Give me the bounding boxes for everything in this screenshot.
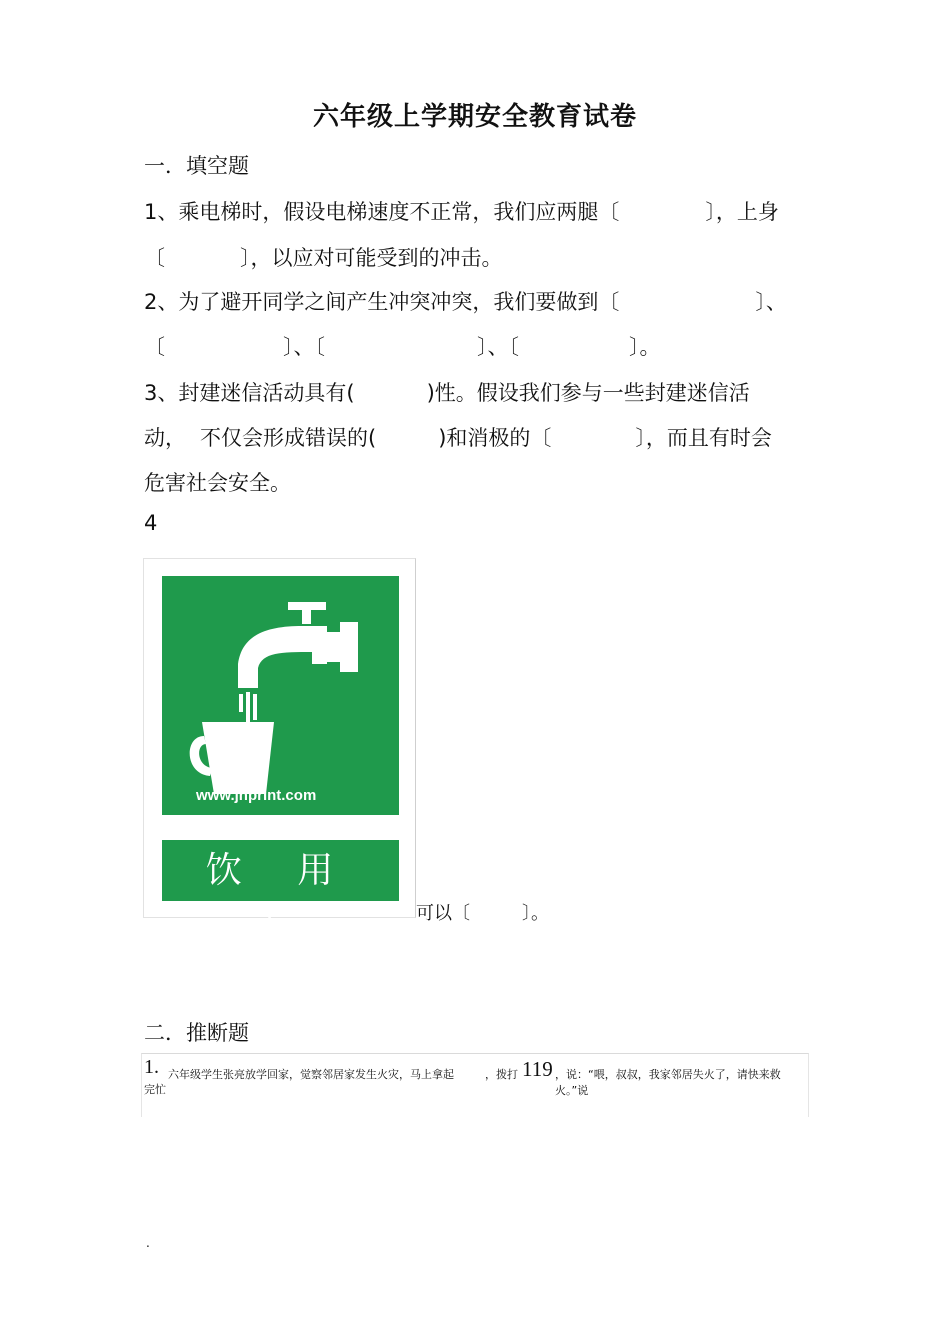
q3-text-a: 3、封建迷信活动具有( <box>144 381 355 405</box>
page-title: 六年级上学期安全教育试卷 <box>312 102 637 132</box>
q2-text-f: 〕。 <box>629 335 661 359</box>
footer-mark: . <box>146 1236 150 1250</box>
q2-text-c: 〔 <box>144 335 165 359</box>
section-heading-judgement: 二．推断题 <box>144 1021 249 1045</box>
jq1-text-b: ，拨打 <box>485 1068 518 1081</box>
jq1-text-a: 六年级学生张亮放学回家，觉察邻居家发生火灾，马上拿起 <box>168 1068 454 1081</box>
question-3-line-2 <box>144 422 772 452</box>
q3-text-d: 不仅会形成错误的( <box>200 426 377 450</box>
judgement-question-1 <box>141 1053 809 1117</box>
q3-text-e: )和消极的〔 <box>438 426 552 450</box>
q1-text-c: 〔 <box>144 246 165 270</box>
q3-text-f: 〕，而且有时会 <box>635 426 772 450</box>
sign-pictogram-panel <box>162 576 399 815</box>
sign-watermark: www.jnprint.com <box>196 787 317 804</box>
question-4-number: 4 <box>144 511 158 535</box>
jq1-text-d: 完忙 <box>144 1083 166 1096</box>
q2-text-d: 〕、〔 <box>283 335 325 359</box>
q1-text-b: 〕，上身 <box>705 200 779 224</box>
question-4-tail <box>416 899 549 925</box>
jq1-number: 1. <box>144 1056 159 1078</box>
q3-text-b: )性。假设我们参与一些封建迷信活 <box>426 381 750 405</box>
q1-text-d: 〕，以应对可能受到的冲击。 <box>240 246 503 270</box>
q1-text-a: 1、乘电梯时，假设电梯速度不正常，我们应两腿〔 <box>144 200 620 224</box>
jq1-phone: 119 <box>522 1057 553 1081</box>
q4-text-a: 可以〔 <box>416 903 470 924</box>
question-2-line-2 <box>144 331 661 361</box>
question-3-line-1 <box>144 377 750 407</box>
drinking-water-sign <box>143 558 416 952</box>
faucet-cup-icon <box>162 576 399 815</box>
section-heading-fill-blank: 一．填空题 <box>144 154 249 178</box>
q2-text-a: 2、为了避开同学之间产生冲突冲突，我们要做到〔 <box>144 290 620 314</box>
q3-text-c: 动， <box>144 426 186 450</box>
sign-label: 饮 用 水 <box>162 840 399 901</box>
question-3-line-3: 危害社会安全。 <box>144 471 291 495</box>
q4-text-b: 〕。 <box>522 903 549 924</box>
q2-text-b: 〕、 <box>755 290 787 314</box>
q2-text-e: 〕、〔 <box>477 335 519 359</box>
question-1-line-2 <box>144 242 503 272</box>
jq1-text-c: ，说：“喂，叔叔，我家邻居失火了，请快来救火。”说 <box>555 1068 781 1097</box>
question-2-line-1 <box>144 286 787 316</box>
question-1-line-1 <box>144 196 779 226</box>
